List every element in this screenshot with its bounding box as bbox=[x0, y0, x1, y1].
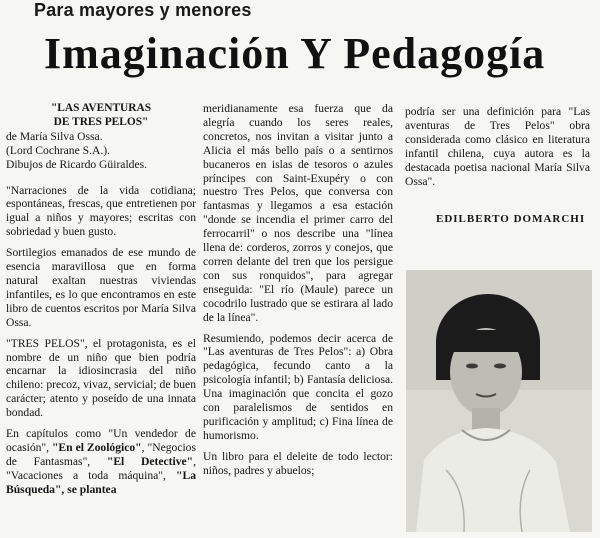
book-author-line: de María Silva Ossa. bbox=[6, 129, 103, 143]
paragraph: podría ser una definición para "Las aventuras de Tres Pelos" obra considerada como clásico en literatura infantil chilena, cuya autora es la destacada poetisa nacional María Silva Ossa". bbox=[405, 105, 590, 188]
book-title-line-2: DE TRES PELOS" bbox=[53, 115, 149, 128]
text-run: , se plantea bbox=[61, 482, 117, 496]
paragraph: Resumiendo, podemos decir acerca de "Las aventuras de Tres Pelos": a) Obra pedagógica, fecundo canto a la psicología infantil; b) Fantasía deliciosa. Una imaginación que concita el gozo con paralelismos de sentidos en purificación y amplitud; c) Fina línea de humorismo. bbox=[203, 331, 393, 442]
text-run: , "Vacaciones a toda máquina", bbox=[6, 454, 196, 482]
paragraph: "TRES PELOS", el protagonista, es el nombre de un niño que bien podría encarnar la idiosincrasia del niño chileno: precoz, vivaz, servicial; de buen carácter; atento y poseído de una innata bondad. bbox=[6, 336, 196, 420]
column-2 bbox=[203, 102, 393, 485]
byline: EDILBERTO DOMARCHI bbox=[436, 213, 586, 225]
column-3 bbox=[405, 105, 590, 195]
paragraph: Sortilegios emanados de ese mundo de esencia maravillosa que en forma natural exaltan nuestras viviendas infantiles, es lo que encontramos en este libro de cuentos escritos por María Silva Ossa. bbox=[6, 246, 196, 329]
book-title-line-1: "LAS AVENTURAS bbox=[50, 102, 152, 114]
text-run: , "Negocios de Fantasmas", bbox=[6, 440, 196, 468]
chapter-title: "En el Zoológico" bbox=[52, 440, 142, 454]
paragraph-chapters bbox=[6, 427, 196, 497]
paragraph: Un libro para el deleite de todo lector: niños, padres y abuelos; bbox=[203, 449, 393, 477]
paragraph: "Narraciones de la vida cotidiana; espontáneas, frescas, que entretienen por igual a niños y mayores; escritas con sobriedad y buen gusto. bbox=[6, 183, 196, 239]
portrait-illustration bbox=[406, 270, 592, 532]
section-heading: Para mayores y menores bbox=[34, 0, 252, 20]
column-1 bbox=[6, 102, 196, 504]
headline: Imaginación Y Pedagogía bbox=[44, 29, 546, 78]
chapter-title: "La Búsqueda" bbox=[6, 468, 196, 496]
author-portrait-photo bbox=[406, 270, 592, 532]
chapter-title: "El Detective" bbox=[106, 454, 194, 468]
book-publisher-line: (Lord Cochrane S.A.). bbox=[6, 143, 110, 157]
book-illustrator-line: Dibujos de Ricardo Güiraldes. bbox=[6, 157, 148, 171]
paragraph: meridianamente esa fuerza que da alegría cuando los seres reales, concretos, nos invitan a visitar junto a Alicia el más bello país o a sentirnos bucaneros en islas de tesoros o azules príncipes con Saint-Exupéry o con nuestro Tres Pelos, que conversa con fantasmas y llegamos a esa estación "donde se incendia el primer carro del ferrocarril" o nos describe una "línea llena de: corderos, zorros y conejos, que corren delante del tren que los persigue con sus ronquidos", para agregar enseguida: "El río (Maule) parece un cocodrilo lustrado que se estirara al lado de la línea". bbox=[203, 102, 393, 324]
text-run: En capítulos como "Un vendedor de ocasión", bbox=[6, 427, 196, 454]
